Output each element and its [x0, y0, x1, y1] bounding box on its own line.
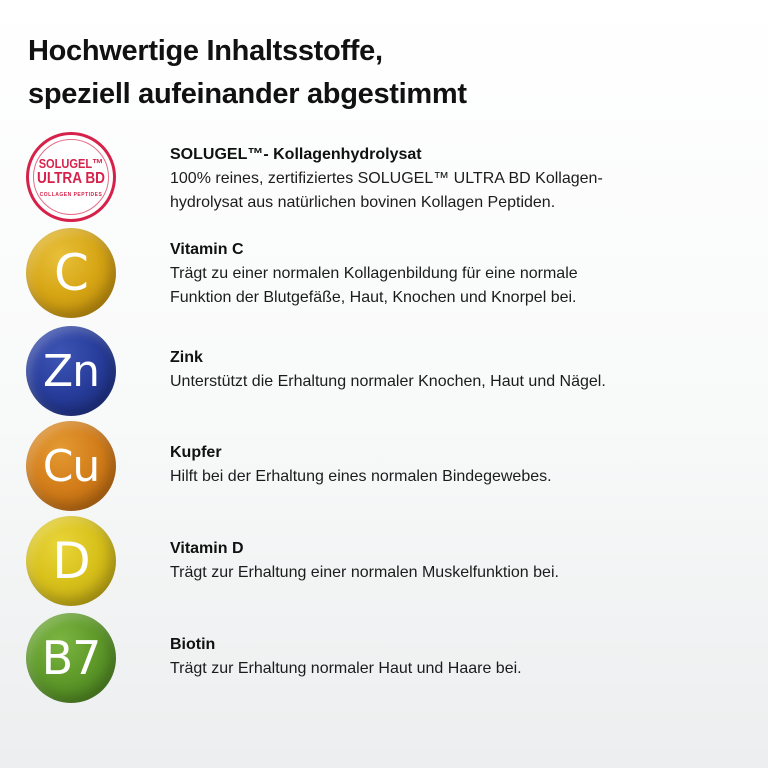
ingredient-text [170, 633, 750, 681]
vitamin-c-icon: C [26, 228, 116, 318]
seal-text-product: ULTRA BD [36, 170, 105, 187]
description-line: hydrolysat aus natürlichen bovinen Kollagen Peptiden. [170, 194, 556, 211]
solugel-seal-icon [26, 132, 116, 222]
ingredient-description [170, 561, 750, 585]
ingredient-text [170, 346, 750, 394]
description-line: Funktion der Blutgefäße, Haut, Knochen und Knorpel bei. [170, 289, 577, 306]
description-line: 100% reines, zertifiziertes SOLUGEL™ ULTRA BD Kollagen- [170, 170, 603, 187]
copper-icon: Cu [26, 421, 116, 511]
ingredient-title: Biotin [170, 636, 216, 653]
ingredient-text [170, 537, 750, 585]
ingredient-description [170, 370, 750, 394]
seal-text-brand: SOLUGEL™ [38, 156, 104, 171]
ingredient-description [170, 262, 750, 310]
ingredient-text [170, 441, 750, 489]
biotin-icon: B7 [26, 613, 116, 703]
description-line: Unterstützt die Erhaltung normaler Knochen, Haut und Nägel. [170, 373, 606, 390]
page-title-line-2: speziell aufeinander abgestimmt [28, 78, 467, 110]
ingredient-description [170, 465, 750, 489]
page-title-line-1: Hochwertige Inhaltsstoffe, [28, 35, 383, 67]
description-line: Trägt zu einer normalen Kollagenbildung für eine normale [170, 265, 578, 282]
ingredient-text [170, 238, 750, 310]
ingredient-title: Vitamin C [170, 241, 244, 258]
page-title [28, 30, 467, 116]
ingredient-title: Kupfer [170, 444, 222, 461]
zinc-icon: Zn [26, 326, 116, 416]
description-line: Hilft bei der Erhaltung eines normalen Bindegewebes. [170, 468, 552, 485]
ingredient-title: SOLUGEL™- Kollagenhydrolysat [170, 146, 422, 163]
ingredient-description [170, 167, 750, 215]
ingredient-text [170, 143, 750, 215]
ingredient-title: Vitamin D [170, 540, 244, 557]
ingredient-title: Zink [170, 349, 203, 366]
description-line: Trägt zur Erhaltung einer normalen Muskelfunktion bei. [170, 564, 559, 581]
ingredient-description [170, 657, 750, 681]
seal-text-subtitle: COLLAGEN PEPTIDES [39, 192, 103, 198]
vitamin-d-icon: D [26, 516, 116, 606]
description-line: Trägt zur Erhaltung normaler Haut und Haare bei. [170, 660, 522, 677]
